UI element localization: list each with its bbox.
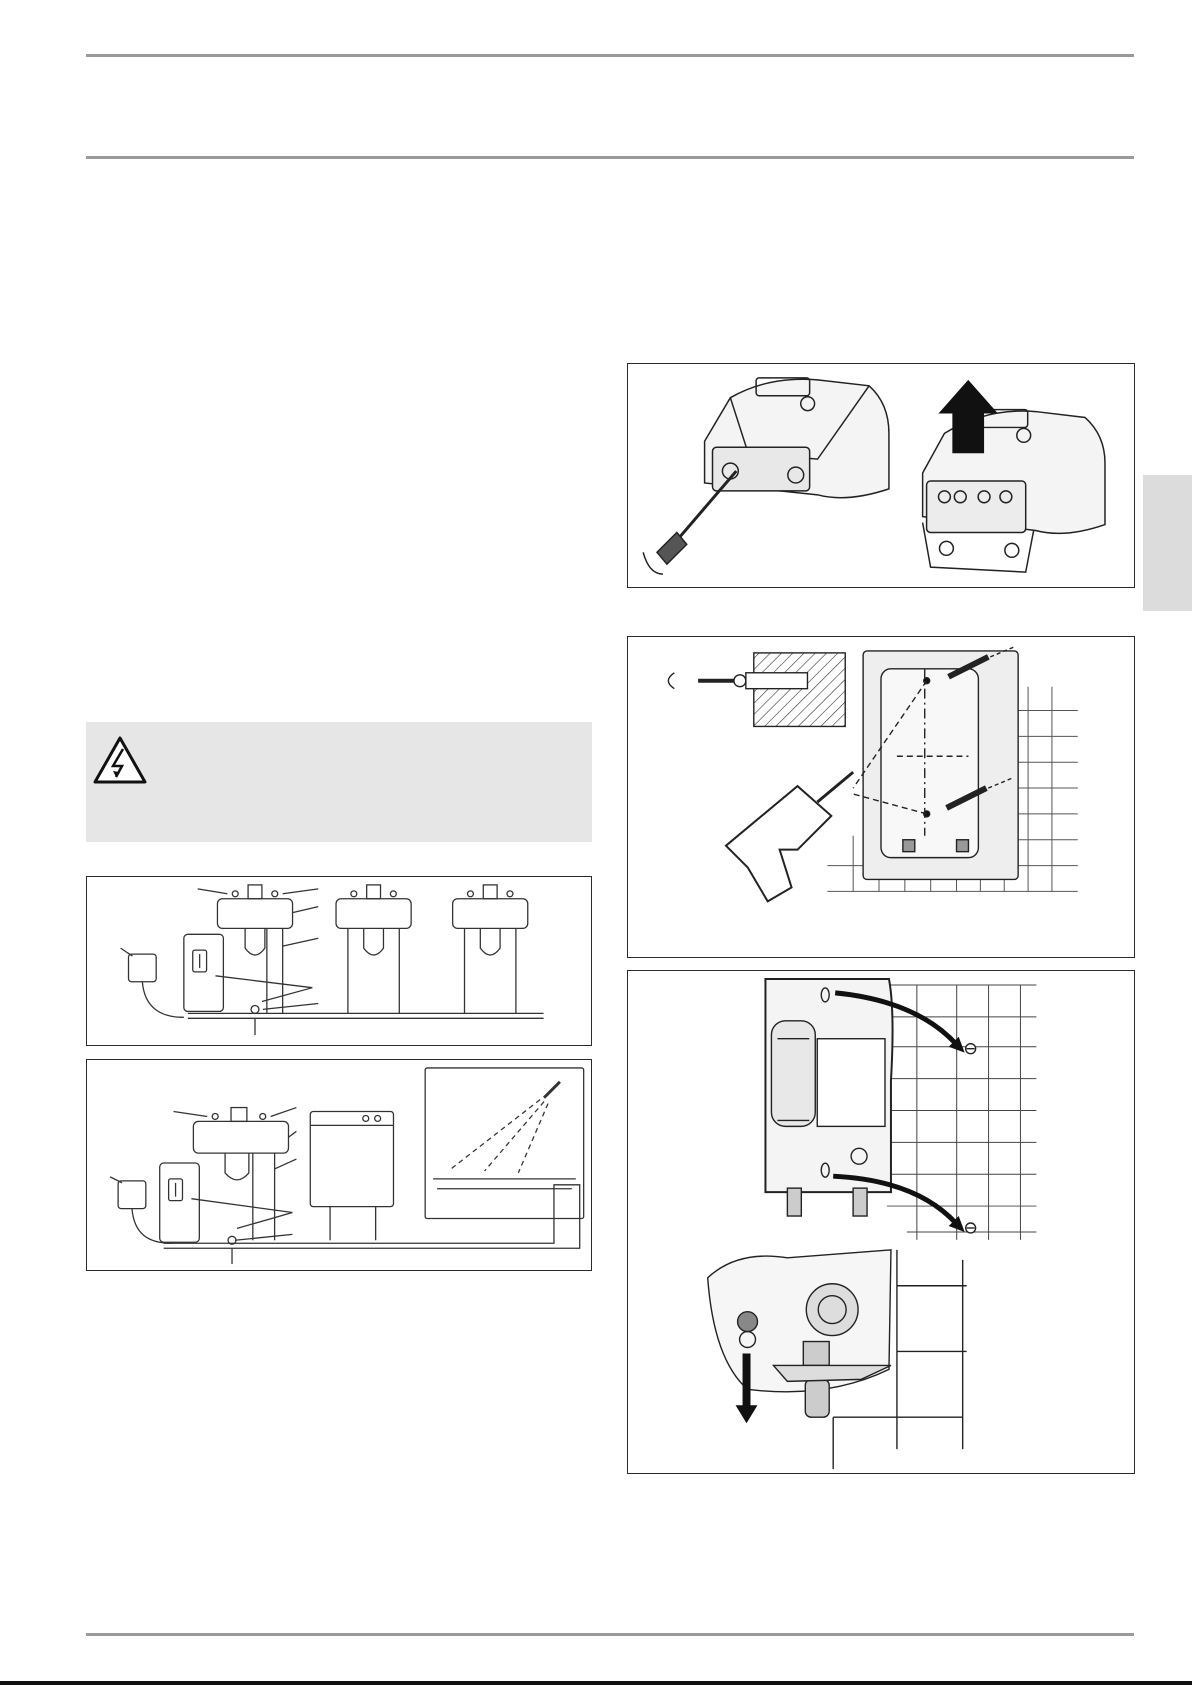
header-bottom-rule <box>86 156 1134 159</box>
remove-cover-illustration <box>627 363 1135 588</box>
footer-rule <box>86 1633 1134 1636</box>
installation-diagram-sink-shower-washer-drawing <box>87 1060 591 1270</box>
drill-and-anchor-drawing <box>628 637 1134 957</box>
warning-box <box>86 722 592 842</box>
side-tab-marker <box>1143 475 1192 611</box>
header-top-rule <box>86 54 1134 57</box>
mount-on-wall-drawing <box>628 971 1134 1473</box>
page-bottom-edge <box>0 1681 1192 1685</box>
installation-diagram-three-sinks <box>86 876 592 1046</box>
electrical-hazard-triangle-icon <box>92 735 148 785</box>
drill-and-anchor-illustration <box>627 636 1135 958</box>
remove-cover-drawing <box>628 364 1134 587</box>
mount-on-wall-illustration <box>627 970 1135 1474</box>
installation-diagram-three-sinks-drawing <box>87 877 591 1045</box>
installation-diagram-sink-shower-washer <box>86 1059 592 1271</box>
